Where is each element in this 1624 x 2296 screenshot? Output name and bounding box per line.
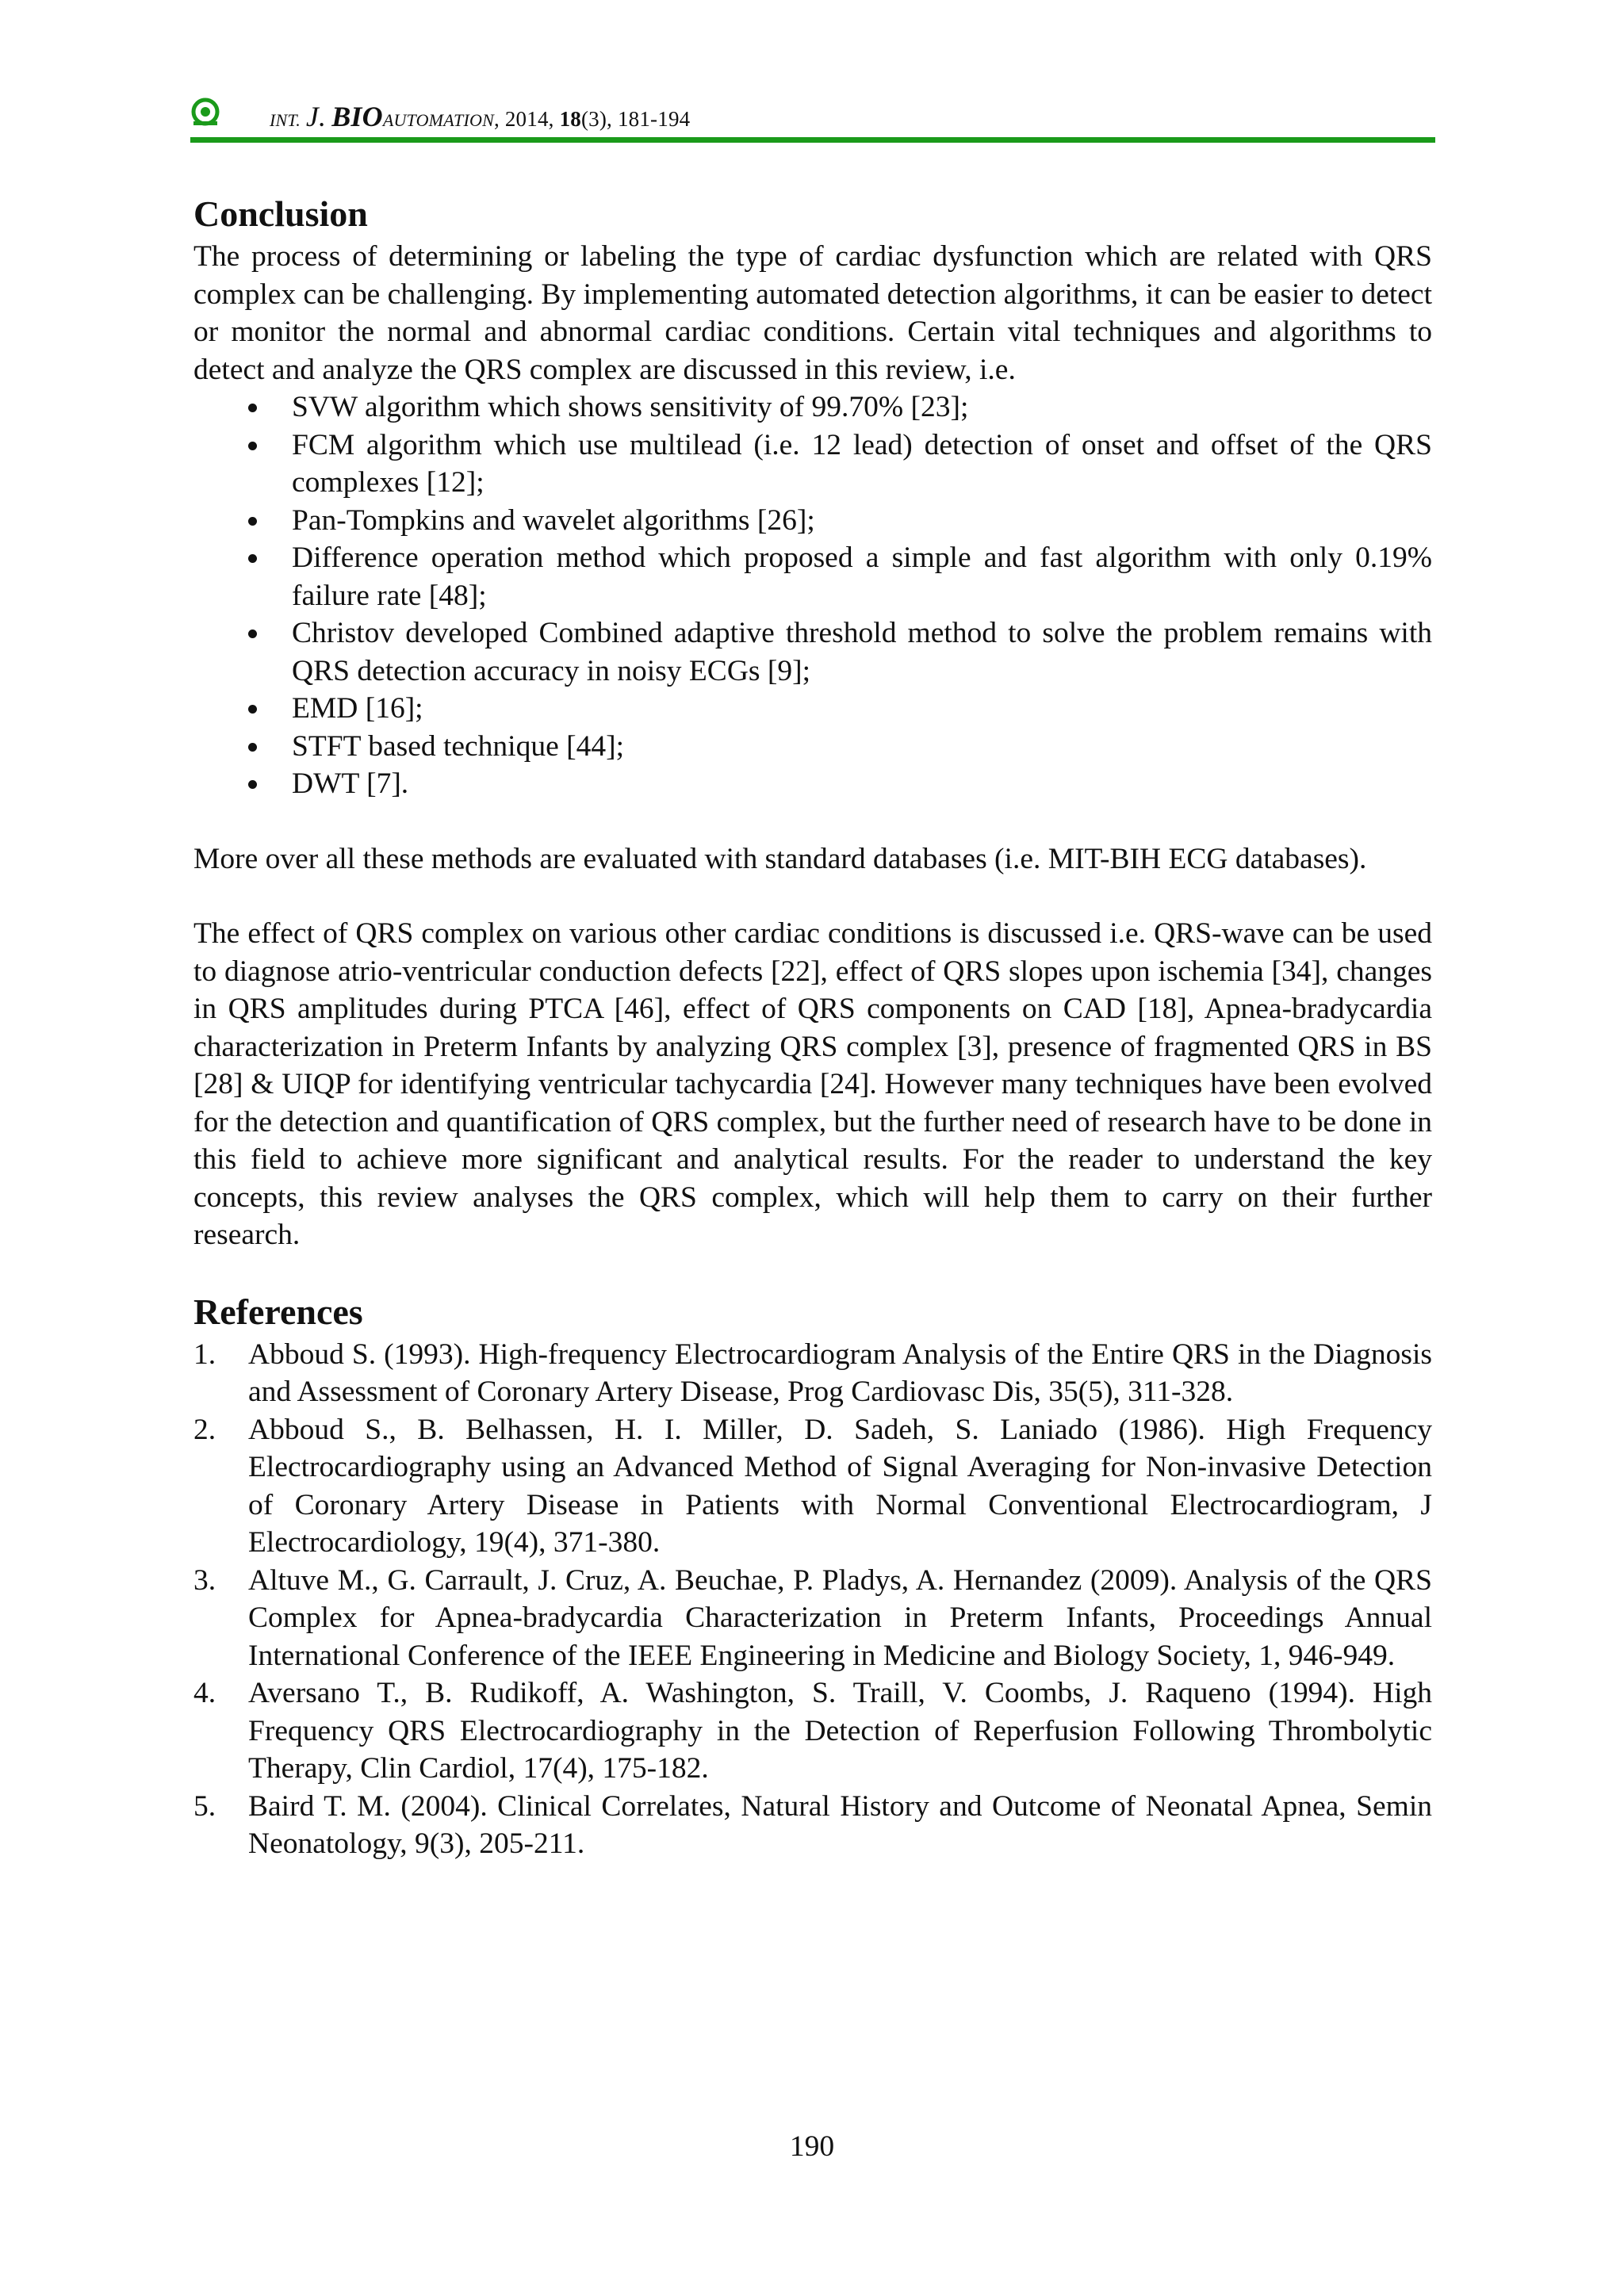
journal-bio: BIO [331,101,383,132]
bullet-dot-icon [248,780,257,789]
bullet-dot-icon [248,705,257,714]
bullet-dot-icon [248,743,257,752]
header-rule [190,137,1435,143]
bullet-text: DWT [7]. [292,767,409,800]
bullet-item [193,614,1432,690]
conclusion-bullet-list [193,388,1432,803]
bullet-text: Pan-Tompkins and wavelet algorithms [26]; [292,503,815,537]
reference-text: Altuve M., G. Carrault, J. Cruz, A. Beuchae, P. Pladys, A. Hernandez (2009). Analysis of the QRS Complex for Apnea-bradycardia Characterization in Preterm Infants, Proceedings Annual International Conference of the IEEE Engineering in Medicine and Biology Society, 1, 946-949. [248,1563,1432,1672]
bullet-item [193,388,1432,427]
journal-year: , 2014, [493,107,560,131]
reference-item [193,1411,1432,1562]
bullet-text: EMD [16]; [292,692,423,725]
reference-text: Abboud S. (1993). High-frequency Electrocardiogram Analysis of the Entire QRS in the Diagnosis and Assessment of Coronary Artery Disease, Prog Cardiovasc Dis, 35(5), 311-328. [248,1337,1432,1408]
bullet-text: Difference operation method which proposed a simple and fast algorithm with only 0.19% failure rate [48]; [292,541,1432,612]
journal-citation [270,100,690,133]
reference-text: Aversano T., B. Rudikoff, A. Washington, S. Traill, V. Coombs, J. Raqueno (1994). High Frequency QRS Electrocardiography in the Detection of Reperfusion Following Thrombolytic Therapy, Clin Cardiol, 17(4), 175-182. [248,1677,1432,1785]
reference-text: Baird T. M. (2004). Clinical Correlates, Natural History and Outcome of Neonatal Apnea, Semin Neonatology, 9(3), 205-211. [248,1789,1432,1860]
reference-item [193,1788,1432,1863]
reference-number: 5. [193,1789,216,1823]
journal-automation: AUTOMATION [382,110,494,130]
reference-item [193,1562,1432,1675]
journal-prefix: INT. [270,110,301,130]
page-number: 190 [789,2130,835,2163]
references-heading: References [193,1291,363,1332]
bullet-dot-icon [248,629,257,638]
conclusion-paragraph-2: More over all these methods are evaluated with standard databases (i.e. MIT-BIH ECG databases). [193,842,1367,875]
bullet-text: FCM algorithm which use multilead (i.e. 12 lead) detection of onset and offset of the QRS complexes [12]; [292,428,1432,499]
bullet-dot-icon [248,404,257,412]
reference-number: 1. [193,1337,216,1371]
bullet-dot-icon [248,442,257,450]
journal-logo-icon [190,97,220,127]
bullet-item [193,728,1432,766]
journal-volume: 18 [559,107,581,131]
reference-item [193,1336,1432,1411]
reference-text: Abboud S., B. Belhassen, H. I. Miller, D. Sadeh, S. Laniado (1986). High Frequency Electrocardiography using an Advanced Method of Signal Averaging for Non-invasive Detection of Coronary Artery Disease in Patients with Normal Conventional Electrocardiogram, J Electrocardiology, 19(4), 371-380. [248,1413,1432,1559]
journal-j: J. [305,101,327,132]
bullet-item [193,765,1432,803]
running-header [190,89,1435,144]
reference-list [193,1336,1432,1863]
journal-issue-pages: (3), 181-194 [580,107,691,131]
bullet-item [193,427,1432,502]
bullet-text: Christov developed Combined adaptive threshold method to solve the problem remains with QRS detection accuracy in noisy ECGs [9]; [292,617,1432,687]
reference-number: 3. [193,1563,216,1597]
bullet-item [193,502,1432,540]
conclusion-intro: The process of determining or labeling the type of cardiac dysfunction which are related with QRS complex can be challenging. By implementing automated detection algorithms, it can be easier to detect or monitor the normal and abnormal cardiac conditions. Certain vital techniques and algorithms to detect and analyze the QRS complex are discussed in this review, i.e. [193,240,1432,386]
bullet-text: SVW algorithm which shows sensitivity of 99.70% [23]; [292,391,969,423]
reference-number: 2. [193,1413,216,1446]
bullet-item [193,690,1432,728]
bullet-dot-icon [248,554,257,563]
bullet-item [193,539,1432,614]
reference-item [193,1674,1432,1788]
conclusion-heading: Conclusion [193,193,368,234]
reference-number: 4. [193,1677,216,1709]
bullet-dot-icon [248,517,257,526]
bullet-text: STFT based technique [44]; [292,729,625,763]
conclusion-paragraph-3: The effect of QRS complex on various other cardiac conditions is discussed i.e. QRS-wave can be used to diagnose atrio-ventricular conduction defects [22], effect of QRS slopes upon ischemia [34], changes in QRS amplitudes during PTCA [46], effect of QRS components on CAD [18], Apnea-bradycardia characterization in Preterm Infants by analyzing QRS complex [3], presence of fragmented QRS in BS [28] & UIQP for identifying ventricular tachycardia [24]. However many techniques have been evolved for the detection and quantification of QRS complex, but the further need of research have to be done in this field to achieve more significant and analytical results. For the reader to understand the key concepts, this review analyses the QRS complex, which will help them to carry on their further research. [193,917,1432,1251]
main-content [193,190,1432,1863]
